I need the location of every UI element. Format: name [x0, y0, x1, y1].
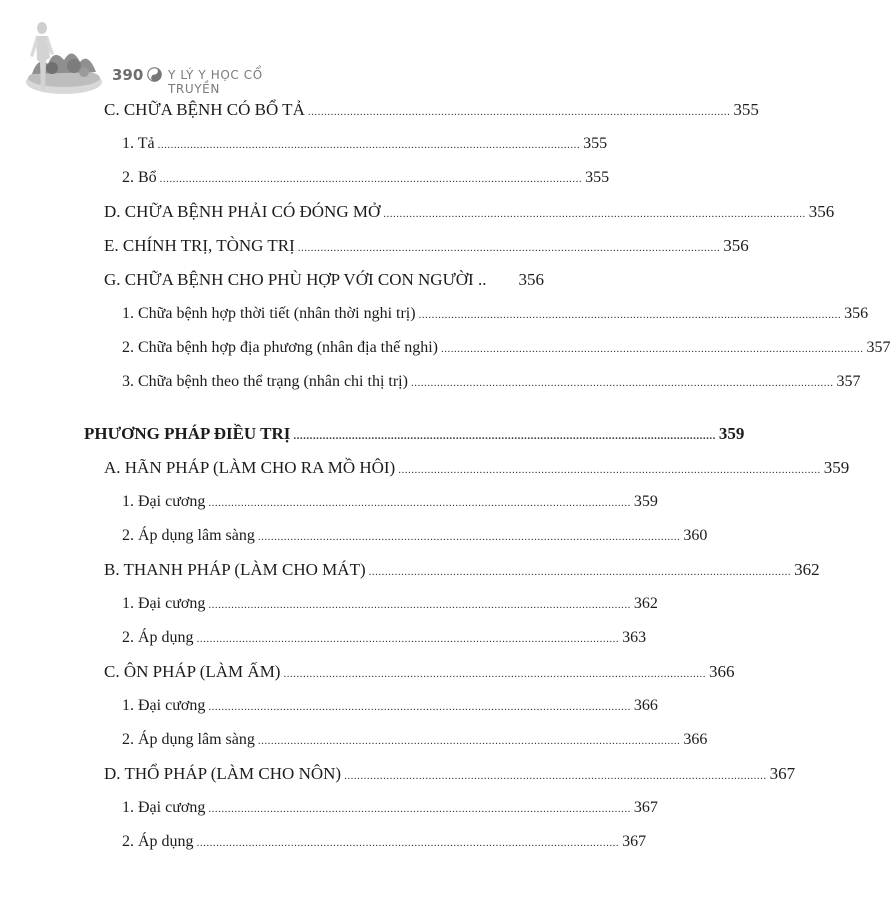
toc-entry-subsection-ap-dung-lam-sang[interactable] [122, 525, 708, 548]
toc-entry-page: 356 [518, 270, 544, 289]
toc-entry-label: 1. Đại cương [122, 493, 206, 510]
toc-entry-label: C. ÔN PHÁP (LÀM ẤM) [104, 662, 281, 681]
toc-entry-subsection-ta[interactable] [122, 133, 608, 156]
dot-leader: .................................................................................................................................. [398, 464, 821, 476]
toc-entry-chapter-phuong-phap-dieu-tri[interactable] [84, 423, 745, 447]
toc-entry-subsection-bo[interactable] [122, 167, 610, 190]
toc-entry-subsection-the-trang[interactable] [122, 371, 861, 394]
toc-entry-section-d-tho-phap[interactable] [104, 763, 796, 787]
toc-entry-subsection-dai-cuong[interactable] [122, 491, 658, 514]
toc-entry-page: 355 [583, 135, 608, 152]
toc-entry-page: 355 [733, 100, 759, 119]
toc-entry-page: 366 [683, 731, 708, 748]
toc-entry-label: G. CHỮA BỆNH CHO PHÙ HỢP VỚI CON NGƯỜI .. [104, 270, 487, 289]
toc-entry-subsection-dai-cuong[interactable] [122, 593, 658, 616]
toc-entry-label: C. CHỮA BỆNH CÓ BỔ TẢ [104, 100, 305, 119]
toc-entry-label: 3. Chữa bệnh theo thể trạng (nhân chi thị trị) [122, 373, 408, 390]
toc-entry-label: 2. Áp dụng lâm sàng [122, 731, 255, 748]
toc-entry-page: 359 [633, 493, 658, 510]
toc-entry-label: 1. Chữa bệnh hợp thời tiết (nhân thời nghi trị) [122, 305, 416, 322]
dot-leader: .................................................................................................................................. [293, 430, 716, 442]
dot-leader: .................................................................................................................................. [418, 309, 842, 321]
dot-leader: .................................................................................................................................. [368, 566, 792, 578]
dot-leader: .................................................................................................................................. [196, 837, 620, 849]
toc-entry-page: 362 [794, 560, 820, 579]
toc-entry-page: 360 [683, 527, 708, 544]
toc-entry-page: 356 [844, 305, 869, 322]
toc-entry-label: 2. Áp dụng [122, 833, 194, 850]
yin-yang-icon [147, 67, 162, 82]
running-header [14, 18, 314, 98]
dot-leader: .................................................................................................................................. [283, 668, 706, 680]
toc-entry-label: 2. Chữa bệnh hợp địa phương (nhân địa thế nghi) [122, 339, 438, 356]
toc-entry-page: 359 [718, 424, 745, 443]
toc-entry-page: 355 [585, 169, 610, 186]
toc-entry-page: 363 [622, 629, 647, 646]
toc-entry-label: PHƯƠNG PHÁP ĐIỀU TRỊ [84, 424, 291, 443]
dot-leader: .................................................................................................................................. [344, 770, 767, 782]
dot-leader: .................................................................................................................................. [208, 803, 631, 815]
toc-entry-label: 1. Đại cương [122, 595, 206, 612]
toc-entry-page: 362 [633, 595, 658, 612]
dot-leader: .................................................................................................................................. [257, 735, 681, 747]
toc-entry-label: 1. Tả [122, 135, 155, 152]
dot-leader: .................................................................................................................................. [297, 242, 721, 254]
toc-entry-page: 366 [633, 697, 658, 714]
toc-entry-label: 2. Bổ [122, 169, 157, 186]
toc-entry-subsection-dai-cuong[interactable] [122, 695, 658, 718]
toc-entry-label: B. THANH PHÁP (LÀM CHO MÁT) [104, 560, 366, 579]
toc-entry-section-c-on-phap[interactable] [104, 661, 735, 685]
toc-entry-page: 356 [808, 202, 835, 221]
toc-entry-section-e-chinh-tri[interactable] [104, 235, 749, 259]
toc-entry-label: 1. Đại cương [122, 799, 206, 816]
toc-entry-section-b-thanh-phap[interactable] [104, 559, 820, 583]
dot-leader: .................................................................................................................................. [383, 208, 806, 220]
page-number: 390 [112, 66, 144, 84]
toc-entry-label: 2. Áp dụng lâm sàng [122, 527, 255, 544]
toc-entry-label: E. CHÍNH TRỊ, TÒNG TRỊ [104, 236, 295, 255]
toc-entry-section-d-dong-mo[interactable] [104, 201, 835, 225]
toc-entry-page: 367 [769, 764, 796, 783]
dot-leader: .................................................................................................................................. [208, 701, 631, 713]
dot-leader: .................................................................................................................................. [159, 173, 583, 185]
toc-entry-subsection-ap-dung-lam-sang[interactable] [122, 729, 708, 752]
toc-entry-section-g-phu-hop[interactable] [104, 269, 544, 291]
dot-leader: .................................................................................................................................. [208, 599, 631, 611]
dot-leader: .................................................................................................................................. [307, 106, 731, 118]
toc-entry-label: 2. Áp dụng [122, 629, 194, 646]
toc-entry-page: 356 [723, 236, 749, 255]
dot-leader: .................................................................................................................................. [440, 343, 864, 355]
toc-entry-section-a-han-phap[interactable] [104, 457, 850, 481]
dot-leader: .................................................................................................................................. [257, 531, 681, 543]
toc-entry-label: 1. Đại cương [122, 697, 206, 714]
toc-entry-page: 359 [823, 458, 850, 477]
toc-entry-page: 357 [866, 339, 890, 356]
toc-entry-page: 357 [836, 373, 861, 390]
toc-entry-label: D. THỔ PHÁP (LÀM CHO NÔN) [104, 764, 342, 783]
toc-entry-subsection-dai-cuong[interactable] [122, 797, 658, 820]
toc-entry-page: 366 [708, 662, 735, 681]
toc-entry-subsection-ap-dung[interactable] [122, 627, 647, 650]
toc-entry-subsection-thoi-tiet[interactable] [122, 303, 869, 326]
book-title: Y LÝ Y HỌC CỔ TRUYỀN [168, 68, 263, 96]
toc-entry-subsection-ap-dung[interactable] [122, 831, 647, 854]
dot-leader: .................................................................................................................................. [410, 377, 834, 389]
toc-entry-label: D. CHỮA BỆNH PHẢI CÓ ĐÓNG MỞ [104, 202, 381, 221]
dot-leader: .................................................................................................................................. [196, 633, 620, 645]
dot-leader: .................................................................................................................................. [157, 139, 581, 151]
toc-entry-label: A. HÃN PHÁP (LÀM CHO RA MỒ HÔI) [104, 458, 396, 477]
toc-entry-subsection-dia-phuong[interactable] [122, 337, 890, 360]
toc-entry-page: 367 [622, 833, 647, 850]
dot-leader: .................................................................................................................................. [208, 497, 631, 509]
toc-entry-section-c-bo-ta[interactable] [104, 99, 759, 123]
toc-entry-page: 367 [633, 799, 658, 816]
anatomy-figure-herb-bowl-icon [18, 18, 104, 98]
